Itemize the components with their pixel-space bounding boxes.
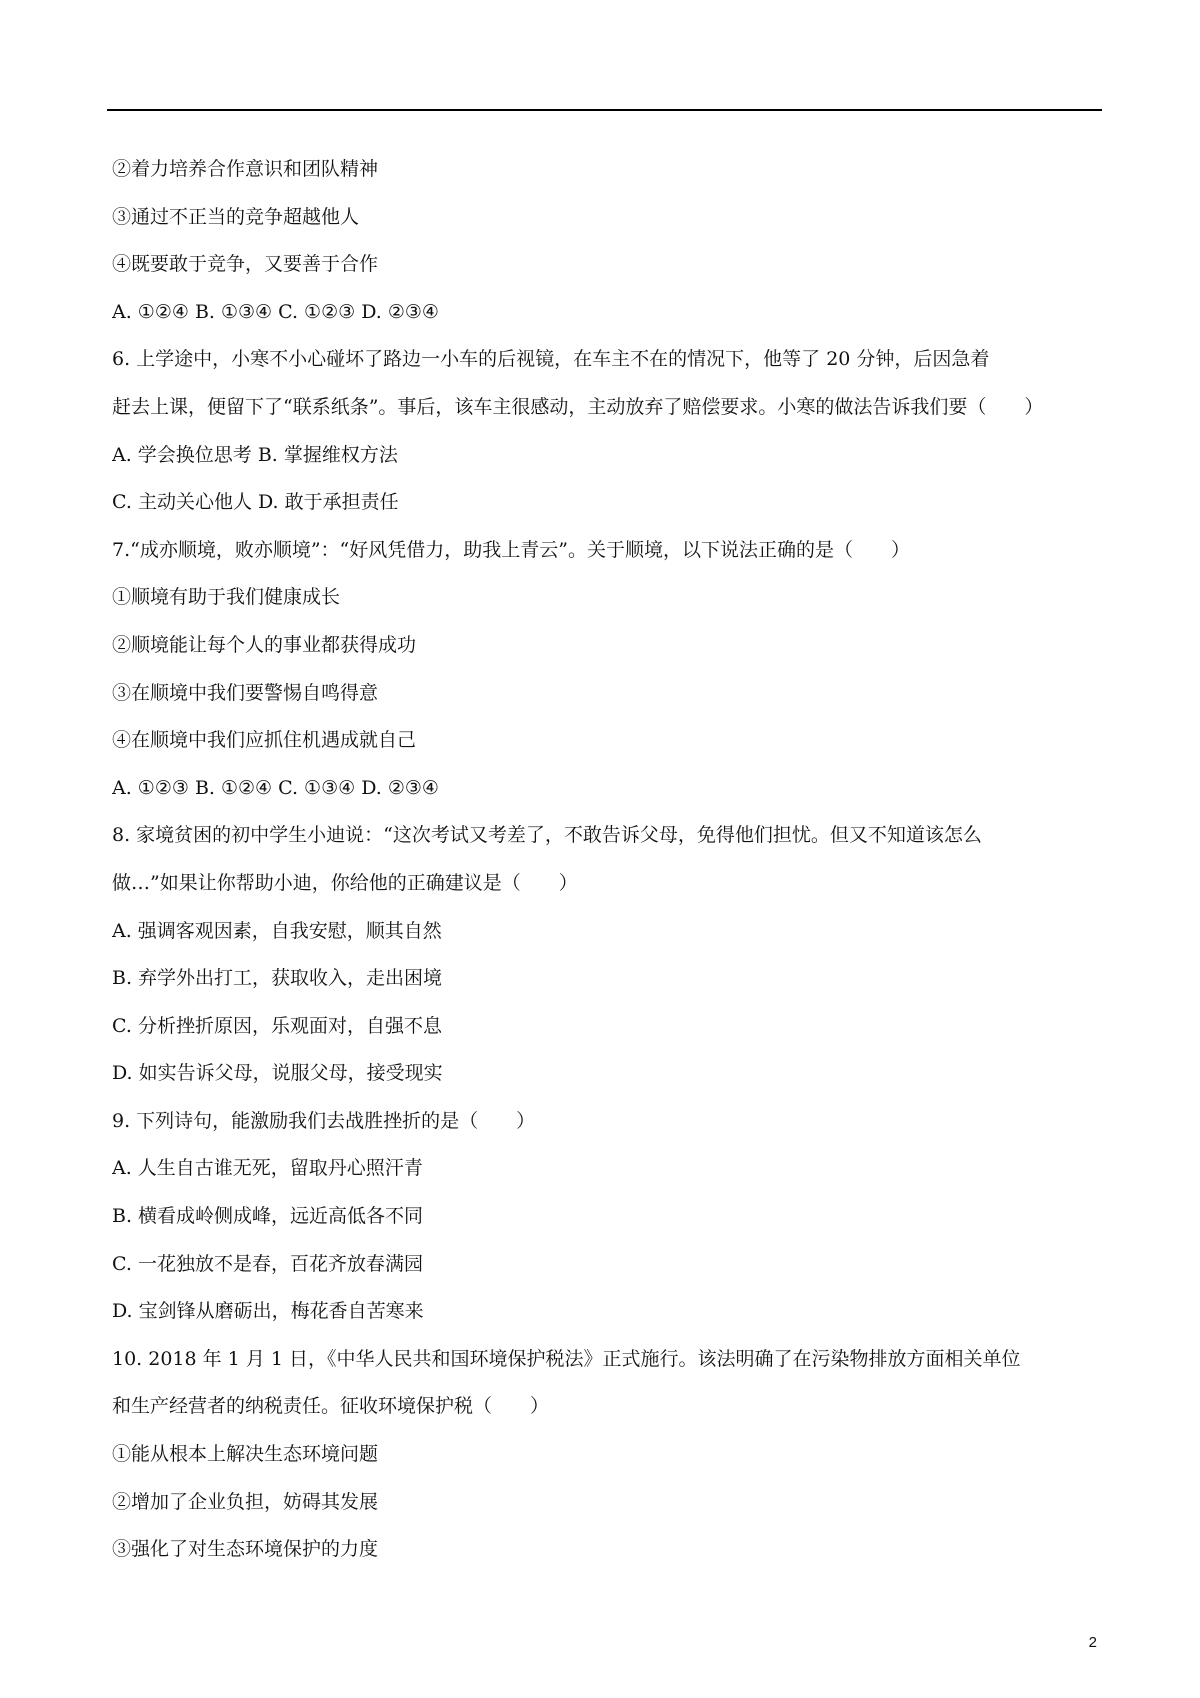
page-number: 2	[1088, 1634, 1097, 1651]
q9-choice-d: D. 宝剑锋从磨砺出，梅花香自苦寒来	[112, 1300, 424, 1323]
q8-choice-d: D. 如实告诉父母，说服父母，接受现实	[112, 1062, 443, 1085]
option-line-3: ③通过不正当的竞争超越他人	[112, 205, 360, 228]
header-rule	[107, 109, 1102, 111]
q8-choice-b: B. 弃学外出打工，获取收入，走出困境	[112, 967, 443, 990]
q8-choice-a: A. 强调客观因素，自我安慰，顺其自然	[112, 919, 442, 942]
q7-option-2: ②顺境能让每个人的事业都获得成功	[112, 633, 417, 656]
question-10-line-1: 10. 2018 年 1 月 1 日，《中华人民共和国环境保护税法》正式施行。该法明确了在污染物排放方面相关单位	[112, 1347, 1021, 1370]
question-6-line-1: 6. 上学途中，小寒不小心碰坏了路边一小车的后视镜，在车主不在的情况下，他等了 20 分钟，后因急着	[112, 348, 990, 371]
q9-choice-a: A. 人生自古谁无死，留取丹心照汗青	[112, 1157, 423, 1180]
q7-option-1: ①顺境有助于我们健康成长	[112, 586, 341, 609]
option-line-2: ②着力培养合作意识和团队精神	[112, 158, 379, 180]
question-9: 9. 下列诗句，能激励我们去战胜挫折的是（ ）	[112, 1109, 536, 1132]
q9-choice-b: B. 横看成岭侧成峰，远近高低各不同	[112, 1205, 424, 1228]
q10-option-3: ③强化了对生态环境保护的力度	[112, 1538, 379, 1561]
answer-choices-q6-ab: A. 学会换位思考 B. 掌握维权方法	[112, 443, 398, 466]
question-10-line-2: 和生产经营者的纳税责任。征收环境保护税（ ）	[112, 1395, 550, 1418]
answer-choices-q5: A. ①②④ B. ①③④ C. ①②③ D. ②③④	[112, 300, 439, 323]
q7-option-4: ④在顺境中我们应抓住机遇成就自己	[112, 729, 417, 752]
answer-choices-q7: A. ①②③ B. ①②④ C. ①③④ D. ②③④	[112, 776, 439, 799]
question-6-line-2: 赶去上课，便留下了“联系纸条”。事后，该车主很感动，主动放弃了赔偿要求。小寒的做法告诉我们要（ ）	[112, 395, 1044, 418]
q9-choice-c: C. 一花独放不是春，百花齐放春满园	[112, 1252, 423, 1275]
exam-content	[112, 146, 1102, 1574]
question-8-line-2: 做…”如果让你帮助小迪，你给他的正确建议是（ ）	[112, 871, 578, 894]
q7-option-3: ③在顺境中我们要警惕自鸣得意	[112, 681, 379, 704]
answer-choices-q6-cd: C. 主动关心他人 D. 敢于承担责任	[112, 491, 399, 514]
option-line-4: ④既要敢于竞争，又要善于合作	[112, 253, 379, 276]
q10-option-2: ②增加了企业负担，妨碍其发展	[112, 1490, 379, 1513]
question-7: 7.“成亦顺境，败亦顺境”：“好风凭借力，助我上青云”。关于顺境，以下说法正确的是（ ）	[112, 538, 910, 561]
q10-option-1: ①能从根本上解决生态环境问题	[112, 1443, 379, 1466]
question-8-line-1: 8. 家境贫困的初中学生小迪说：“这次考试又考差了，不敢告诉父母，免得他们担忧。但又不知道该怎么	[112, 824, 982, 847]
q8-choice-c: C. 分析挫折原因，乐观面对，自强不息	[112, 1014, 442, 1037]
